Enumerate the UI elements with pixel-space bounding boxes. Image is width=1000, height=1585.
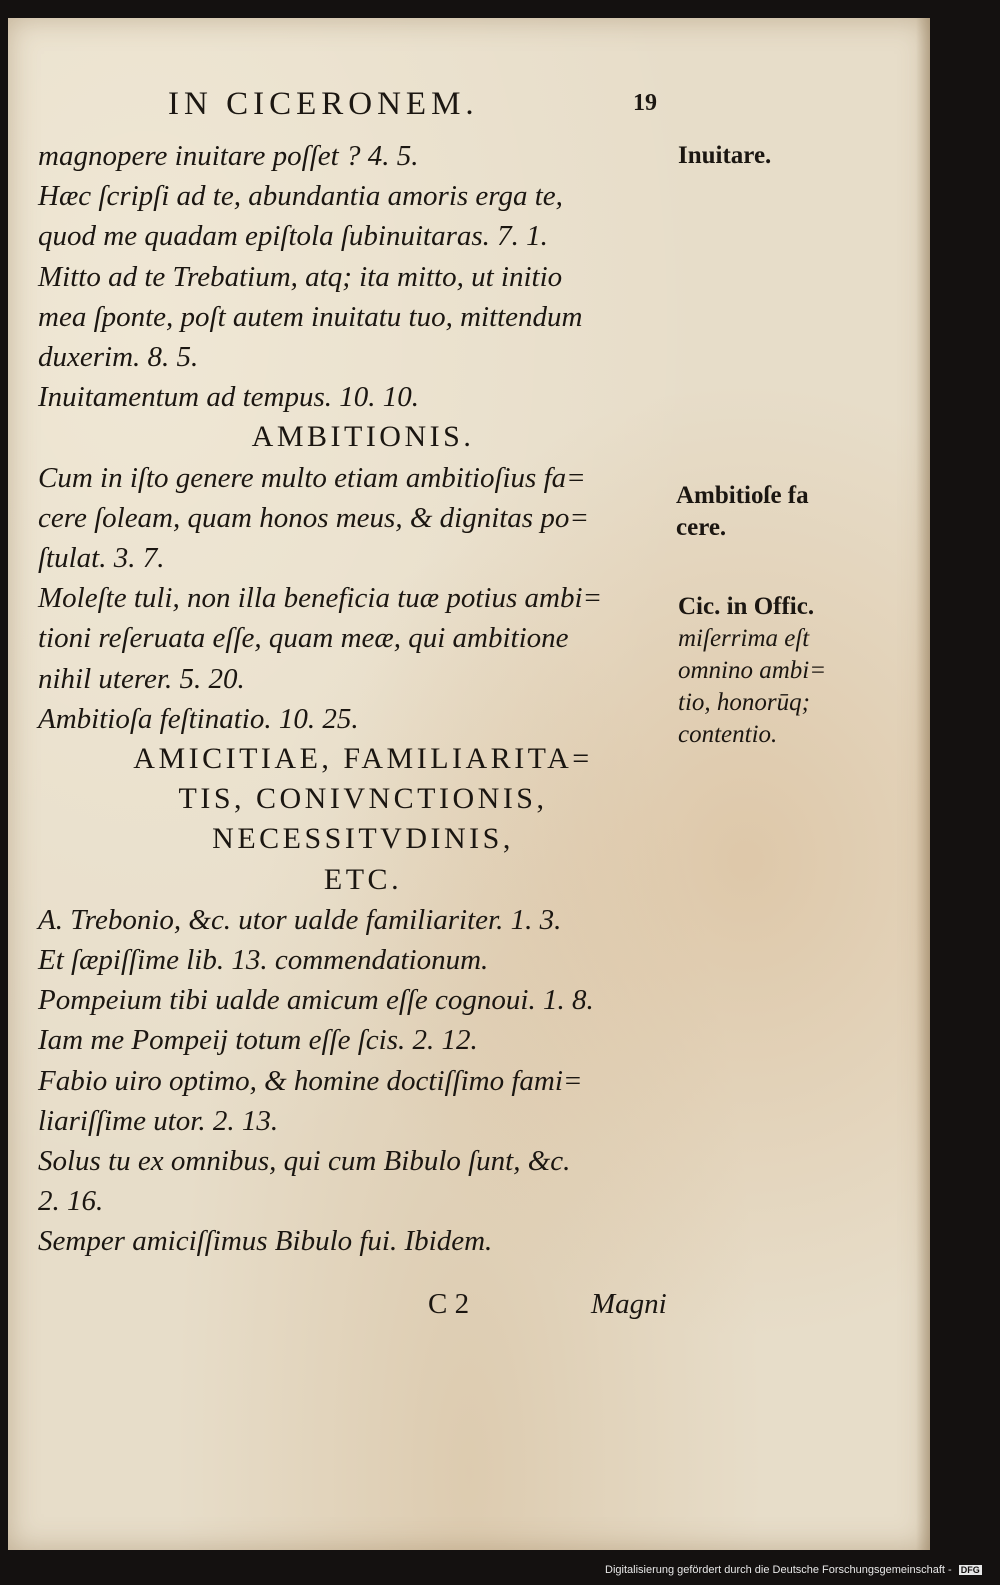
margin-note-line: contentio. — [678, 721, 778, 748]
margin-note-inuitare: Inuitare. — [678, 142, 772, 169]
text-line: mea ſponte, poſt autem inuitatu tuo, mittendum — [38, 300, 583, 333]
text-line: Moleſte tuli, non illa beneficia tuæ potius ambi= — [38, 582, 603, 615]
text-line: Fabio uiro optimo, & homine doctiſſimo fami= — [38, 1064, 583, 1097]
text-line: nihil uterer. 5. 20. — [38, 662, 245, 695]
text-line: tioni reſeruata eſſe, quam meæ, qui ambitione — [38, 622, 569, 655]
margin-note-cicero — [678, 591, 826, 751]
text-line: liariſſime utor. 2. 13. — [38, 1104, 279, 1137]
text-line: cere ſoleam, quam honos meus, & dignitas po= — [38, 501, 589, 534]
margin-note-ambitiose — [676, 480, 809, 544]
section-heading-amicitiae: AMICITIAE, FAMILIARITA= — [133, 742, 593, 776]
section-heading-amicitiae: NECESSITVDINIS, — [212, 822, 514, 856]
section-heading-ambitionis: AMBITIONIS. — [251, 420, 475, 454]
text-line: Pompeium tibi ualde amicum eſſe cognoui. 1. 8. — [38, 984, 594, 1017]
digitization-credit — [605, 1564, 982, 1576]
text-line: Et ſæpiſſime lib. 13. commendationum. — [38, 944, 489, 977]
text-line: Inuitamentum ad tempus. 10. 10. — [38, 381, 419, 414]
margin-note-line: miſerrima eſt — [678, 625, 810, 652]
text-line: Semper amiciſſimus Bibulo fui. Ibidem. — [38, 1225, 493, 1258]
margin-note-line: tio, honorūq; — [678, 689, 810, 716]
text-line: ſtulat. 3. 7. — [38, 542, 165, 575]
text-line: Solus tu ex omnibus, qui cum Bibulo ſunt, &c. — [38, 1145, 571, 1178]
text-line: Ambitioſa feſtinatio. 10. 25. — [38, 702, 359, 735]
catchword: Magni — [591, 1288, 667, 1320]
running-head: IN CICERONEM. — [168, 86, 479, 122]
text-line: Mitto ad te Trebatium, atq; ita mitto, ut initio — [38, 260, 563, 293]
margin-note-line: Ambitioſe fa — [676, 482, 809, 509]
text-line: quod me quadam epiſtola ſubinuitaras. 7. 1. — [38, 220, 548, 253]
text-line: Cum in iſto genere multo etiam ambitioſius fa= — [38, 461, 586, 494]
body-text — [38, 136, 688, 1262]
margin-note-line: Cic. in Offic. — [678, 593, 815, 620]
margin-note-line: cere. — [676, 514, 727, 541]
signature-mark: C 2 — [428, 1288, 470, 1320]
text-line: Iam me Pompeij totum eſſe ſcis. 2. 12. — [38, 1024, 478, 1057]
text-line: A. Trebonio, &c. utor ualde familiariter. 1. 3. — [38, 903, 562, 936]
text-line: 2. 16. — [38, 1185, 104, 1218]
section-heading-amicitiae: ETC. — [323, 862, 403, 896]
section-heading-amicitiae: TIS, CONIVNCTIONIS, — [178, 782, 548, 816]
dfg-logo: DFG — [960, 1565, 980, 1576]
text-line: Hæc ſcripſi ad te, abundantia amoris erga te, — [38, 180, 563, 213]
page-edge-shadow — [916, 18, 930, 1550]
text-line: duxerim. 8. 5. — [38, 341, 199, 374]
text-line: magnopere inuitare poſſet ? 4. 5. — [38, 140, 419, 172]
margin-note-line: omnino ambi= — [678, 657, 827, 684]
page-number: 19 — [633, 90, 657, 116]
book-page — [8, 18, 930, 1550]
credit-text: Digitalisierung gefördert durch die Deutsche Forschungsgemeinschaft - — [605, 1564, 952, 1576]
